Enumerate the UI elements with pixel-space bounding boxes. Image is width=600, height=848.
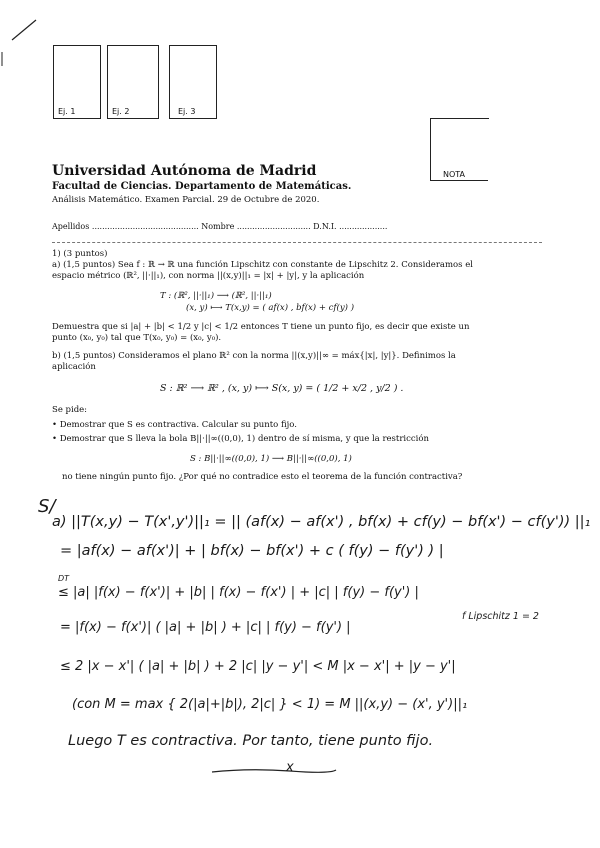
solution-mark: S/ xyxy=(38,496,56,517)
bullet-item: • Demostrar que S lleva la bola B||·||∞((0,0), 1) dentro de sí misma, y que la restricción xyxy=(52,434,429,444)
map-t-formula: (x, y) ⟼ T(x,y) = ( af(x) , bf(x) + cf(y) ) xyxy=(186,303,355,313)
grade-box-ej2 xyxy=(107,45,159,119)
end-stroke xyxy=(210,762,340,782)
handwritten-line: (con M = max { 2(|a|+|b|), 2|c| } < 1) = M ||(x,y) − (x', y')||₁ xyxy=(72,697,468,712)
grade-box-label: Ej. 2 xyxy=(112,107,130,116)
nota-divider xyxy=(430,180,488,181)
handwritten-conclusion: Luego T es contractiva. Por tanto, tiene punto fijo. xyxy=(68,733,434,749)
handwritten-note: DT xyxy=(58,574,70,583)
part-a-text: espacio métrico (ℝ², ||·||₁), con norma ||(x,y)||₁ = |x| + |y|, y la aplicación xyxy=(52,271,365,281)
handwritten-line: a) ||T(x,y) − T(x',y')||₁ = || (af(x) − af(x') , bf(x) + cf(y) − bf(x') − cf(y')) ||₁ xyxy=(52,514,591,530)
student-info-line: Apellidos .......................................... Nombre ............................. D.N.I. ................... xyxy=(52,222,388,231)
nota-label: NOTA xyxy=(443,170,466,179)
part-a-text: punto (x₀, y₀) tal que T(x₀, y₀) = (x₀, y₀). xyxy=(52,333,222,343)
handwritten-side-note: f Lipschitz 1 = 2 xyxy=(462,611,539,622)
grade-box-label: Ej. 1 xyxy=(58,107,76,116)
map-t-domain: T : (ℝ², ||·||₁) ⟶ (ℝ², ||·||₁) xyxy=(160,291,272,301)
grade-box-ej3 xyxy=(169,45,217,119)
grade-box-label: Ej. 3 xyxy=(178,107,196,116)
handwritten-line: = |af(x) − af(x')| + | bf(x) − bf(x') + c ( f(y) − f(y') ) | xyxy=(60,543,444,559)
handwritten-line: = |f(x) − f(x')| ( |a| + |b| ) + |c| | f(y) − f(y') | xyxy=(60,620,351,635)
separator xyxy=(52,242,542,243)
map-s-restriction: S : B||·||∞((0,0), 1) ⟶ B||·||∞((0,0), 1) xyxy=(190,454,352,464)
se-pide: Se pide: xyxy=(52,405,88,415)
part-a-text: Demuestra que si |a| + |b| < 1/2 y |c| < 1/2 entonces T tiene un punto fijo, es decir que existe un xyxy=(52,322,470,332)
part-b-text: aplicación xyxy=(52,362,96,372)
part-a-text: a) (1,5 puntos) Sea f : ℝ → ℝ una función Lipschitz con constante de Lipschitz 2. Consideramos el xyxy=(52,260,473,270)
part-b-question: no tiene ningún punto fijo. ¿Por qué no contradice esto el teorema de la función contractiva? xyxy=(62,472,463,482)
end-mark: x xyxy=(286,760,294,775)
pencil-stroke xyxy=(0,0,60,70)
handwritten-line: ≤ 2 |x − x'| ( |a| + |b| ) + 2 |c| |y − y'| < M |x − x'| + |y − y'| xyxy=(60,659,456,674)
problem-heading: 1) (3 puntos) xyxy=(52,249,108,259)
grade-box-ej1 xyxy=(53,45,101,119)
handwritten-line: ≤ |a| |f(x) − f(x')| + |b| | f(x) − f(x') | + |c| | f(y) − f(y') | xyxy=(58,585,419,600)
map-s-formula: S : ℝ² ⟶ ℝ² , (x, y) ⟼ S(x, y) = ( 1/2 + x/2 , y/2 ) . xyxy=(160,383,404,394)
bullet-item: • Demostrar que S es contractiva. Calcular su punto fijo. xyxy=(52,420,297,430)
faculty-line: Facultad de Ciencias. Departamento de Matemáticas. xyxy=(52,181,352,192)
part-b-text: b) (1,5 puntos) Consideramos el plano ℝ² con la norma ||(x,y)||∞ = máx{|x|, |y|}. Definimos la xyxy=(52,351,456,361)
course-line: Análisis Matemático. Examen Parcial. 29 de Octubre de 2020. xyxy=(52,195,320,205)
university-name: Universidad Autónoma de Madrid xyxy=(52,163,317,179)
